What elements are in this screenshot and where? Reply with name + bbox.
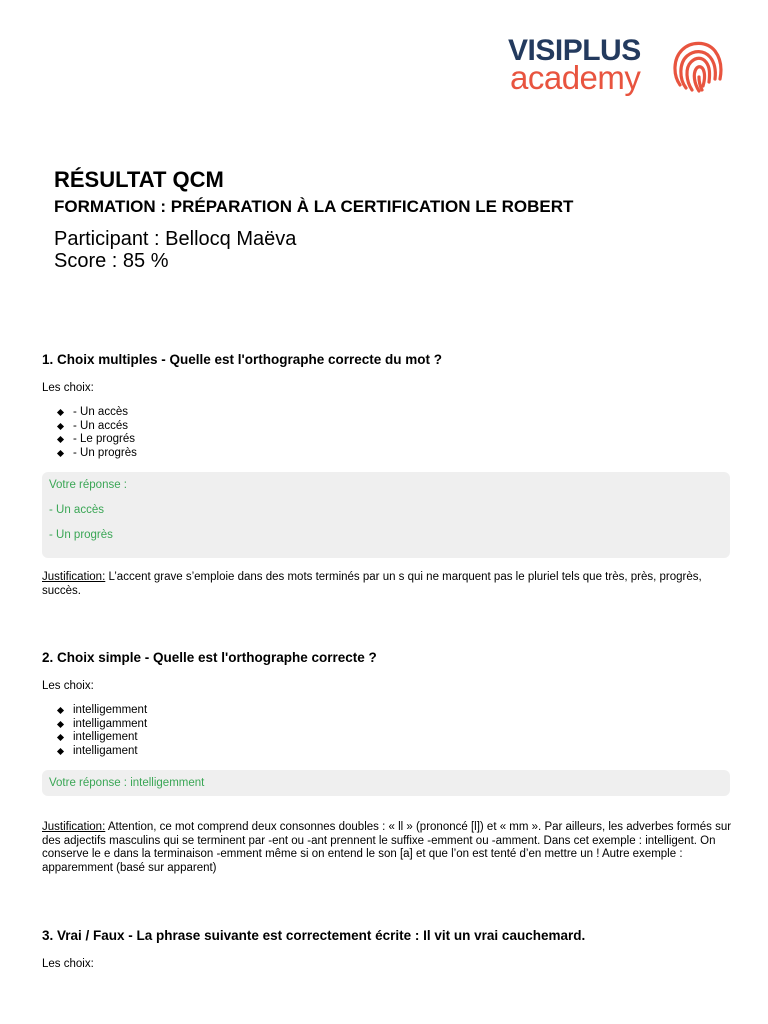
answer-value: - Un accès <box>49 504 104 516</box>
diamond-bullet-icon <box>57 707 64 714</box>
list-item: intelligamment <box>58 718 147 732</box>
list-item: intelligament <box>58 745 147 759</box>
justification-label: Justification: <box>42 571 106 583</box>
answer-label: Votre réponse : <box>49 479 127 491</box>
question-1-justification <box>42 571 732 598</box>
formation-subtitle: FORMATION : PRÉPARATION À LA CERTIFICATION LE ROBERT <box>54 197 574 216</box>
visiplus-academy-logo <box>508 34 724 100</box>
answer-value: - Un progrès <box>49 529 113 541</box>
justification-text: L’accent grave s’emploie dans des mots terminés par un s qui ne marquent pas le pluriel tels que très, près, progrès, succès. <box>42 571 702 597</box>
logo-text-visiplus: VISIPLUS <box>508 34 641 67</box>
justification-label: Justification: <box>42 821 106 833</box>
justification-text: Attention, ce mot comprend deux consonnes doubles : « ll » (prononcé [l]) et « mm ». Par ailleurs, les adverbes formés sur des adjectifs masculins qui se terminent par -ent ou -ant prennent le suffixe -emment ou -amment. Dans cet exemple : intelligent. On conserve le e dans la terminaison -emment même si on entend le son [a] et que l’on est tenté d’en mettre un ! Autre exemple : apparemment (basé sur apparent) <box>42 821 732 874</box>
score-value: Score : 85 % <box>54 250 169 272</box>
diamond-bullet-icon <box>57 734 64 741</box>
list-item: intelligemment <box>58 704 147 718</box>
fingerprint-icon <box>670 37 724 95</box>
question-1-answer-box <box>42 472 730 558</box>
answer-value: Votre réponse : intelligemment <box>49 777 205 789</box>
diamond-bullet-icon <box>57 436 64 443</box>
question-2-justification <box>42 821 732 875</box>
question-2-choices-list <box>58 704 147 758</box>
diamond-bullet-icon <box>57 721 64 728</box>
list-item: - Un accès <box>58 406 137 420</box>
question-1-title: 1. Choix multiples - Quelle est l'orthographe correcte du mot ? <box>42 352 443 367</box>
question-2-answer-box <box>42 770 730 796</box>
participant-name: Participant : Bellocq Maëva <box>54 228 297 250</box>
list-item: - Un progrès <box>58 447 137 461</box>
page-title: RÉSULTAT QCM <box>54 167 224 192</box>
diamond-bullet-icon <box>57 450 64 457</box>
diamond-bullet-icon <box>57 748 64 755</box>
list-item: - Un accés <box>58 420 137 434</box>
list-item: - Le progrés <box>58 433 137 447</box>
question-1-choices-list <box>58 406 137 460</box>
question-2-choices-label: Les choix: <box>42 680 94 692</box>
diamond-bullet-icon <box>57 409 64 416</box>
question-2-title: 2. Choix simple - Quelle est l'orthographe correcte ? <box>42 650 377 665</box>
question-1-choices-label: Les choix: <box>42 382 94 394</box>
logo-text-academy: academy <box>510 59 641 96</box>
list-item: intelligement <box>58 731 147 745</box>
question-3-title: 3. Vrai / Faux - La phrase suivante est correctement écrite : Il vit un vrai cauchemard. <box>42 928 586 943</box>
question-3-choices-label: Les choix: <box>42 958 94 970</box>
diamond-bullet-icon <box>57 423 64 430</box>
